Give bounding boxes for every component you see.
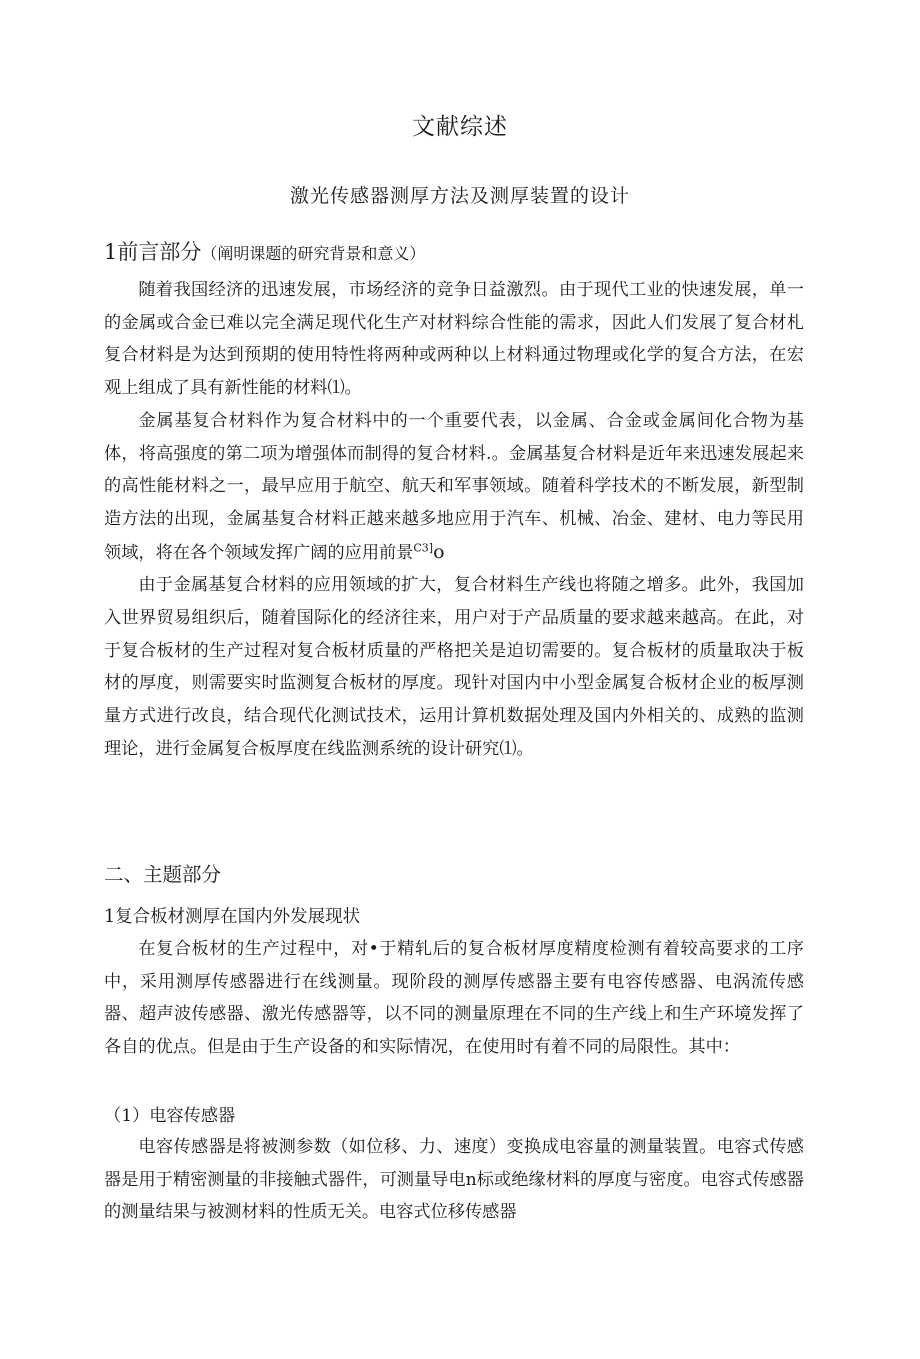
section1-body bbox=[104, 274, 804, 766]
document-title: 文献综述 bbox=[412, 114, 508, 140]
section1-heading bbox=[104, 236, 425, 266]
section1-paragraph-2 bbox=[104, 405, 804, 570]
section1-heading-text: 1前言部分 bbox=[104, 240, 202, 264]
section2-paragraph: 在复合板材的生产过程中，对•于精轧后的复合板材厚度精度检测有着较高要求的工序中，采用测厚传感器进行在线测量。现阶段的测厚传感器主要有电容传感器、电涡流传感器、超声波传感器、激光传感器等，以不同的测量原理在不同的生产线上和生产环境发挥了各自的优点。但是由于生产设备的和实际情况，在使用时有着不同的局限性。其中： bbox=[104, 939, 804, 1058]
citation-tail: o bbox=[433, 540, 445, 563]
item1-heading: （1）电容传感器 bbox=[104, 1106, 236, 1126]
section2-body bbox=[104, 933, 804, 1064]
section2-heading: 二、主题部分 bbox=[104, 863, 222, 886]
item1-paragraph: 电容传感器是将被测参数（如位移、力、速度）变换成电容量的测量装置。电容式传感器是用于精密测量的非接触式器件，可测量导电n标或绝缘材料的厚度与密度。电容式传感器的测量结果与被测材料的性质无关。电容式位移传感器 bbox=[104, 1137, 804, 1223]
section1-paragraph-3: 由于金属基复合材料的应用领域的扩大，复合材料生产线也将随之增多。此外，我国加入世界贸易组织后，随着国际化的经济往来，用户对于产品质量的要求越来越高。在此，对于复合板材的生产过程对复合板材质量的严格把关是迫切需要的。复合板材的质量取决于板材的厚度，则需要实时监测复合板材的厚度。现针对国内中小型金属复合板材企业的板厚测量方式进行改良，结合现代化测试技术，运用计算机数据处理及国内外相关的、成熟的监测理论，进行金属复合板厚度在线监测系统的设计研究⑴。 bbox=[104, 575, 804, 759]
citation-mark: C3] bbox=[413, 540, 434, 554]
section1-paragraph-2-text: 金属基复合材料作为复合材料中的一个重要代表，以金属、合金或金属间化合物为基体，将高强度的第二项为增强体而制得的复合材料.。金属基复合材料是近年来迅速发展起来的高性能材料之一，最早应用于航空、航天和军事领域。随着科学技术的不断发展，新型制造方法的出现，金属基复合材料正越来越多地应用于汽车、机械、冶金、建材、电力等民用领域，将在各个领域发挥广阔的应用前景 bbox=[104, 410, 804, 563]
section1-paragraph-1: 随着我国经济的迅速发展，市场经济的竞争日益激烈。由于现代工业的快速发展，单一的金属或合金已难以完全满足现代化生产对材料综合性能的需求，因此人们发展了复合材札复合材料是为达到预期的使用特性将两种或两种以上材料通过物理或化学的复合方法，在宏观上组成了具有新性能的材料⑴。 bbox=[104, 280, 804, 399]
section2-subheading: 1复合板材测厚在国内外发展现状 bbox=[104, 907, 361, 927]
document-subtitle: 激光传感器测厚方法及测厚装置的设计 bbox=[289, 185, 630, 207]
section1-heading-note: （阐明课题的研究背景和意义） bbox=[201, 244, 426, 263]
item1-body bbox=[104, 1131, 804, 1229]
